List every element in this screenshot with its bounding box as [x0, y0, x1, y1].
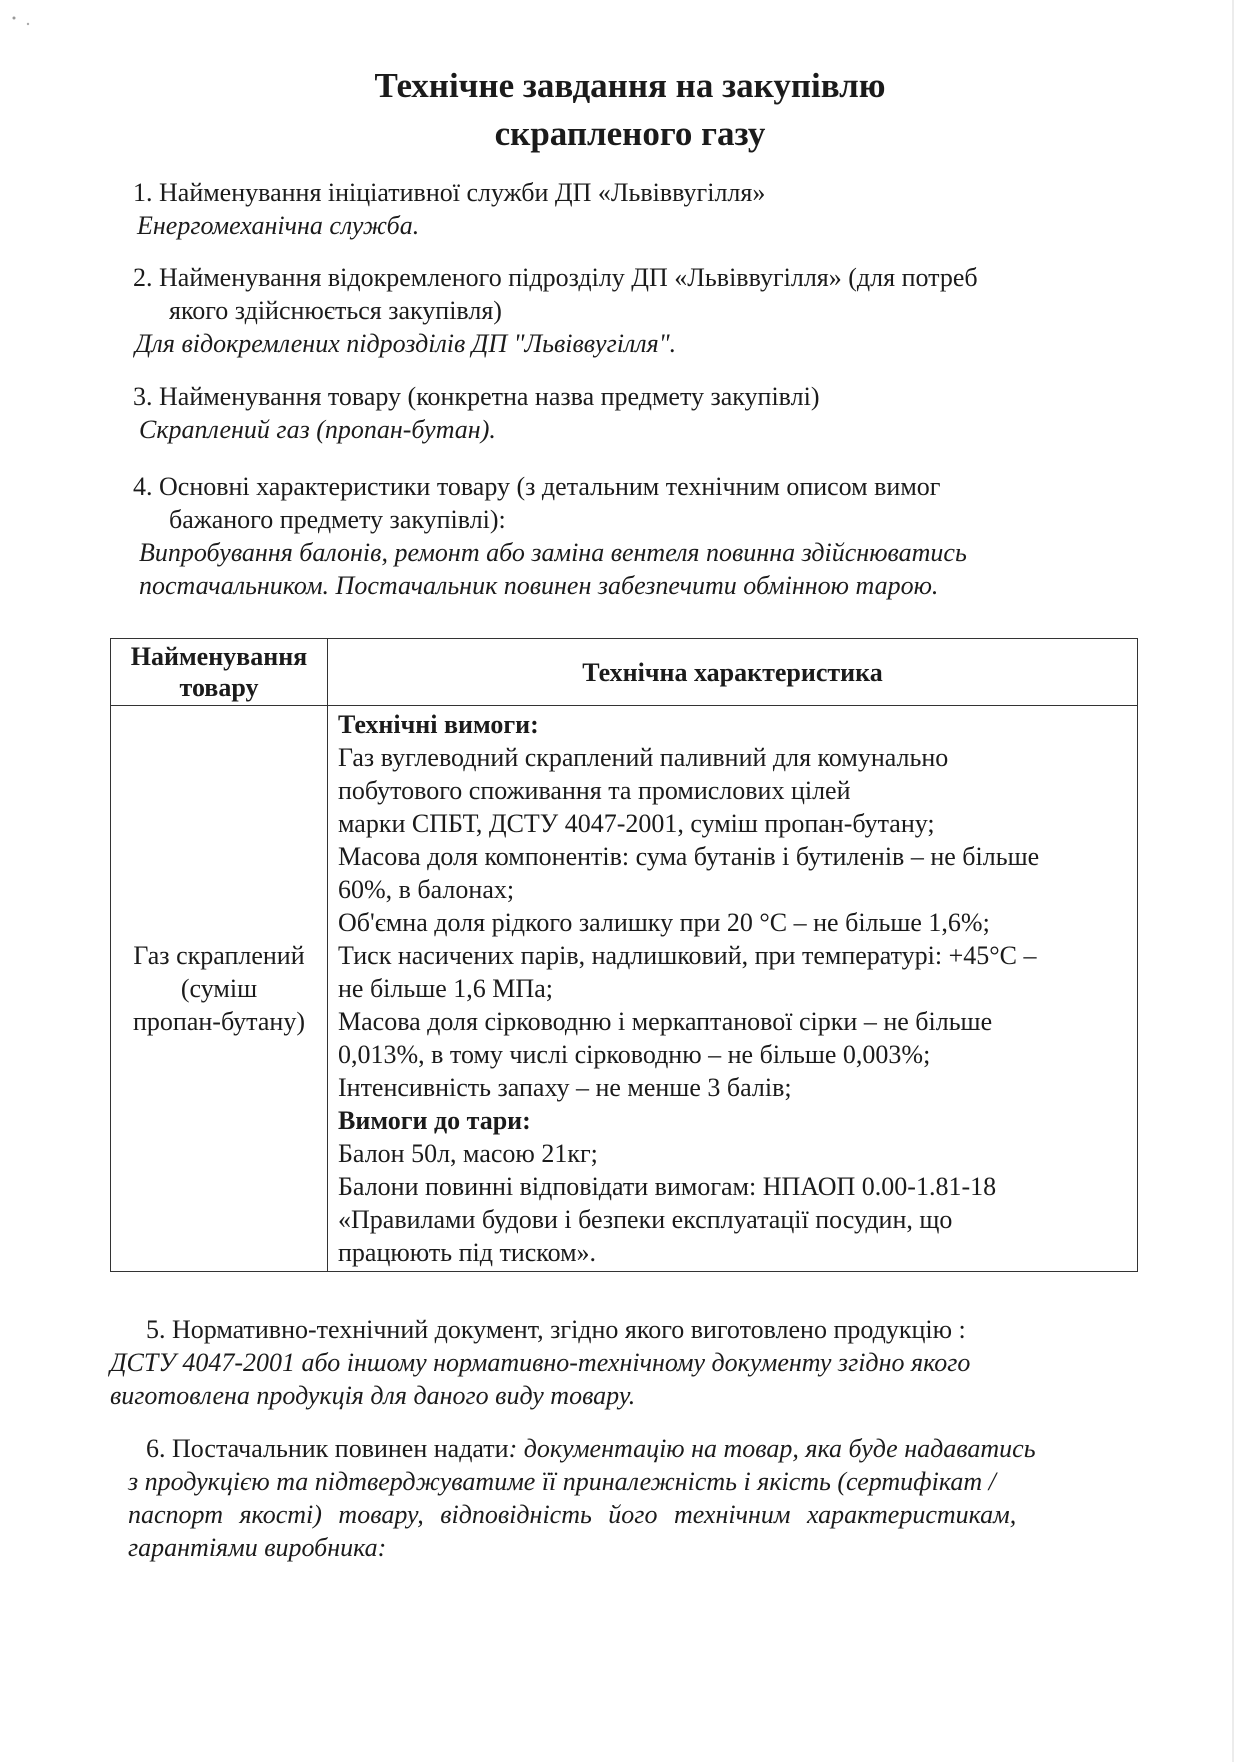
section-2-heading-cont: якого здійснюється закупівля) — [169, 296, 502, 325]
section-6-line-4: гарантіями виробника: — [128, 1533, 387, 1562]
section-6-line-1 — [110, 1432, 1150, 1465]
section-5 — [110, 1313, 970, 1412]
section-4-answer-line-2: постачальником. Постачальник повинен забезпечити обмінною тарою. — [139, 571, 939, 600]
section-6-lead: 6. Постачальник повинен надати — [146, 1434, 509, 1463]
spec-line: не більше 1,6 МПа; — [338, 974, 553, 1003]
section-2-answer: Для відокремлених підрозділів ДП "Львіввугілля". — [135, 329, 677, 358]
section-3-answer: Скраплений газ (пропан-бутан). — [139, 415, 496, 444]
scan-specks — [4, 4, 74, 44]
product-name-line-2: (суміш — [180, 974, 258, 1003]
header-product-name-line-2: товару — [179, 673, 259, 702]
spec-heading-container-requirements: Вимоги до тари: — [338, 1106, 531, 1135]
section-3 — [133, 380, 819, 446]
spec-line: Масова доля компонентів: сума бутанів і бутиленів – не більше — [338, 842, 1040, 871]
section-1-answer: Енергомеханічна служба. — [137, 211, 420, 240]
section-4 — [133, 470, 967, 602]
spec-line: працюють під тиском». — [338, 1238, 597, 1267]
spec-line: марки СПБТ, ДСТУ 4047-2001, суміш пропан-бутану; — [338, 809, 935, 838]
header-product-name — [111, 639, 328, 706]
header-tech-spec: Технічна характеристика — [328, 639, 1138, 706]
section-6-line-3: паспорт якості) товару, відповідність його технічним характеристикам, — [128, 1500, 1017, 1529]
header-product-name-line-1: Найменування — [130, 642, 308, 671]
section-6-line-1-rest: : документацію на товар, яка буде надаватись — [508, 1434, 1036, 1463]
spec-line: побутового споживання та промислових цілей — [338, 776, 851, 805]
section-3-heading: 3. Найменування товару (конкретна назва предмету закупівлі) — [133, 382, 820, 411]
table-header-row — [111, 639, 1138, 706]
title-line-2: скрапленого газу — [494, 114, 766, 153]
product-name-line-3: пропан-бутану) — [133, 1007, 305, 1036]
document-title — [0, 62, 1260, 158]
spec-line: 60%, в балонах; — [338, 875, 515, 904]
spec-line: Балони повинні відповідати вимогам: НПАОП 0.00-1.81-18 — [338, 1172, 997, 1201]
product-name-cell — [111, 706, 328, 1272]
section-1-heading: 1. Найменування ініціативної служби ДП «Львіввугілля» — [133, 178, 766, 207]
table-row — [111, 706, 1138, 1272]
spec-line: Тиск насичених парів, надлишковий, при температурі: +45°С – — [338, 941, 1037, 970]
section-4-answer-line-1: Випробування балонів, ремонт або заміна вентеля повинна здійснюватись — [139, 538, 967, 567]
section-2-heading: 2. Найменування відокремленого підрозділу ДП «Львіввугілля» (для потреб — [133, 263, 978, 292]
scan-edge-line — [1232, 0, 1234, 1762]
tech-spec-cell — [328, 706, 1138, 1272]
spec-heading-tech-requirements: Технічні вимоги: — [338, 710, 539, 739]
section-5-heading: 5. Нормативно-технічний документ, згідно якого виготовлено продукцію : — [146, 1315, 966, 1344]
section-6 — [110, 1432, 1150, 1564]
spec-line: Балон 50л, масою 21кг; — [338, 1139, 598, 1168]
spec-line: «Правилами будови і безпеки експлуатації посудин, що — [338, 1205, 953, 1234]
spec-line: Об'ємна доля рідкого залишку при 20 °С – не більше 1,6%; — [338, 908, 990, 937]
title-line-1: Технічне завдання на закупівлю — [374, 66, 886, 105]
spec-table — [110, 638, 1138, 1272]
section-5-answer-line-1: ДСТУ 4047-2001 або іншому нормативно-технічному документу згідно якого — [110, 1348, 971, 1377]
section-5-answer-line-2: виготовлена продукція для даного виду товару. — [110, 1381, 636, 1410]
section-4-heading-cont: бажаного предмету закупівлі): — [169, 505, 506, 534]
section-1 — [133, 176, 765, 242]
spec-line: Газ вуглеводний скраплений паливний для комунально — [338, 743, 949, 772]
spec-line: Масова доля сірководню і меркаптанової сірки – не більше — [338, 1007, 993, 1036]
section-4-heading: 4. Основні характеристики товару (з детальним технічним описом вимог — [133, 472, 941, 501]
section-6-line-2: з продукцією та підтверджуватиме її приналежність і якість (сертифікат / — [128, 1467, 996, 1496]
product-name-line-1: Газ скраплений — [133, 941, 305, 970]
spec-line: Інтенсивність запаху – не менше 3 балів; — [338, 1073, 792, 1102]
spec-line: 0,013%, в тому числі сірководню – не більше 0,003%; — [338, 1040, 931, 1069]
section-2 — [133, 261, 978, 360]
